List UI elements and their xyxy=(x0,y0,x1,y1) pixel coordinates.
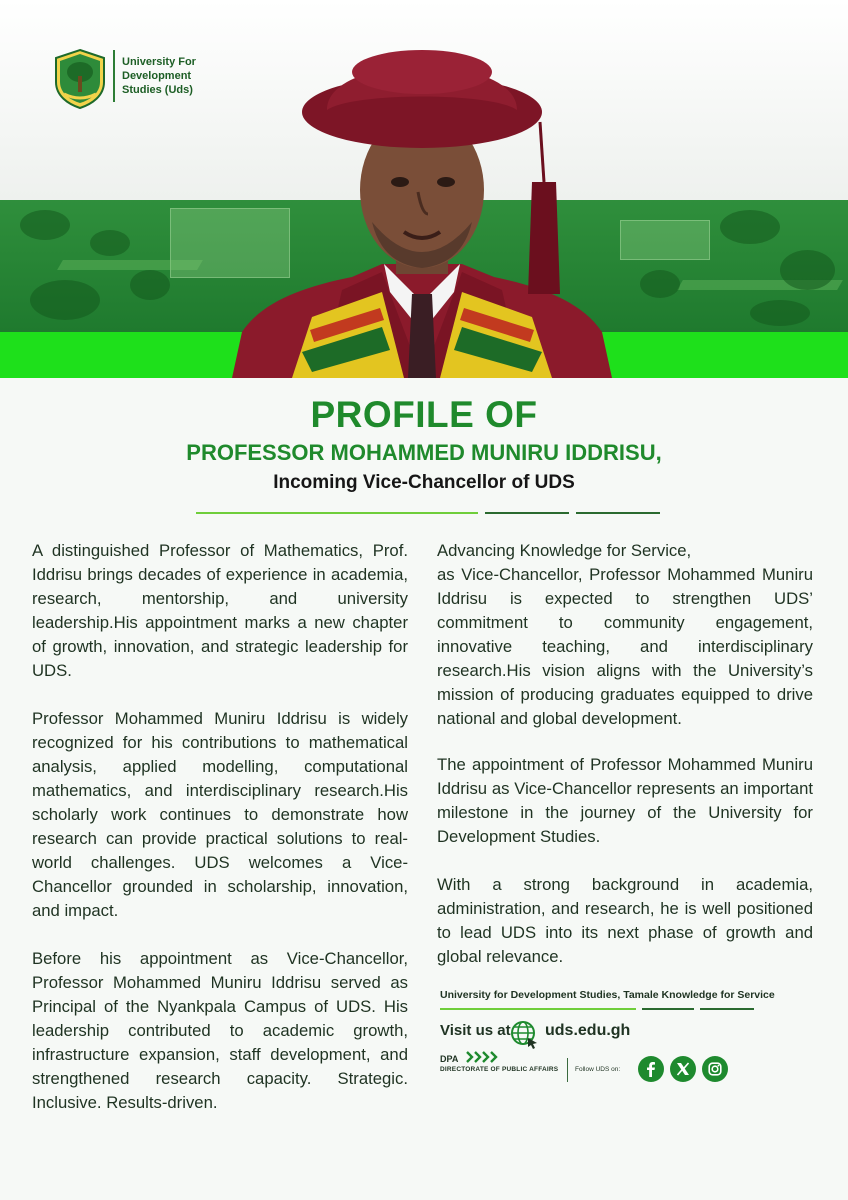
footer-divider-1 xyxy=(440,1008,636,1010)
uds-crest-logo xyxy=(52,48,108,110)
globe-icon xyxy=(509,1019,539,1049)
university-name xyxy=(122,55,242,97)
footer-divider-3 xyxy=(700,1008,754,1010)
university-name-line-3: Studies (Uds) xyxy=(122,84,193,96)
follow-label: Follow UDS on: xyxy=(575,1066,621,1073)
vice-chancellor-portrait xyxy=(232,32,612,378)
website-link[interactable]: uds.edu.gh xyxy=(545,1022,631,1039)
facebook-icon[interactable] xyxy=(638,1056,664,1082)
footer-separator xyxy=(567,1058,568,1082)
university-name-line-1: University For xyxy=(122,56,196,68)
footer-divider-2 xyxy=(642,1008,694,1010)
left-column xyxy=(32,539,408,1139)
professor-name-heading: PROFESSOR MOHAMMED MUNIRU IDDRISU, xyxy=(186,440,662,465)
research-paragraph: Professor Mohammed Muniru Iddrisu is widely recognized for his contributions to mathematical analysis, applied modelling, computational mathematics, and interdisciplinary research.His scholarly work continues to demonstrate how research can provide practical solutions to real-world challenges. UDS welcomes a Vice-Chancellor grounded in scholarship, innovation, and impact. xyxy=(32,709,408,920)
role-subheading: Incoming Vice-Chancellor of UDS xyxy=(273,472,575,493)
right-column xyxy=(437,539,813,969)
title-divider-2 xyxy=(485,512,569,514)
intro-paragraph: A distinguished Professor of Mathematics, Prof. Iddrisu brings decades of experience in academia, research, mentorship, and university leadership.His appointment marks a new chapter of growth, innovation, and strategic leadership for UDS. xyxy=(32,541,408,680)
hero-banner xyxy=(0,0,848,378)
title-divider-1 xyxy=(196,512,478,514)
x-icon[interactable] xyxy=(670,1056,696,1082)
directorate-name: DIRECTORATE OF PUBLIC AFFAIRS xyxy=(440,1066,559,1073)
background-paragraph: Before his appointment as Vice-Chancellor, Professor Mohammed Muniru Iddrisu served as Principal of the Nyankpala Campus of UDS. His leadership contributed to academic growth, infrastructure expansion, staff development, and strengthened research capacity. Strategic. Inclusive. Results-driven. xyxy=(32,949,408,1112)
instagram-icon[interactable] xyxy=(702,1056,728,1082)
visit-label: Visit us at xyxy=(440,1022,511,1039)
outlook-paragraph: With a strong background in academia, administration, and research, he is well positioned to lead UDS into its next phase of growth and global relevance. xyxy=(437,875,813,966)
right-column-heading: Advancing Knowledge for Service, xyxy=(437,541,692,560)
chevrons-right-icon xyxy=(466,1050,500,1064)
title-divider-3 xyxy=(576,512,660,514)
university-name-line-2: Development xyxy=(122,70,192,82)
logo-divider xyxy=(113,50,115,102)
milestone-paragraph: The appointment of Professor Mohammed Muniru Iddrisu as Vice-Chancellor represents an important milestone in the journey of the University for Development Studies. xyxy=(437,755,813,846)
dpa-label: DPA xyxy=(440,1054,459,1064)
profile-heading: PROFILE OF xyxy=(310,394,538,435)
footer-tagline: University for Development Studies, Tamale Knowledge for Service xyxy=(440,989,775,1001)
vision-paragraph: as Vice-Chancellor, Professor Mohammed Muniru Iddrisu is expected to strengthen UDS’ commitment to community engagement, innovative teaching, and interdisciplinary research.His vision aligns with the University’s mission of producing graduates equipped to drive national and global development. xyxy=(437,565,813,728)
